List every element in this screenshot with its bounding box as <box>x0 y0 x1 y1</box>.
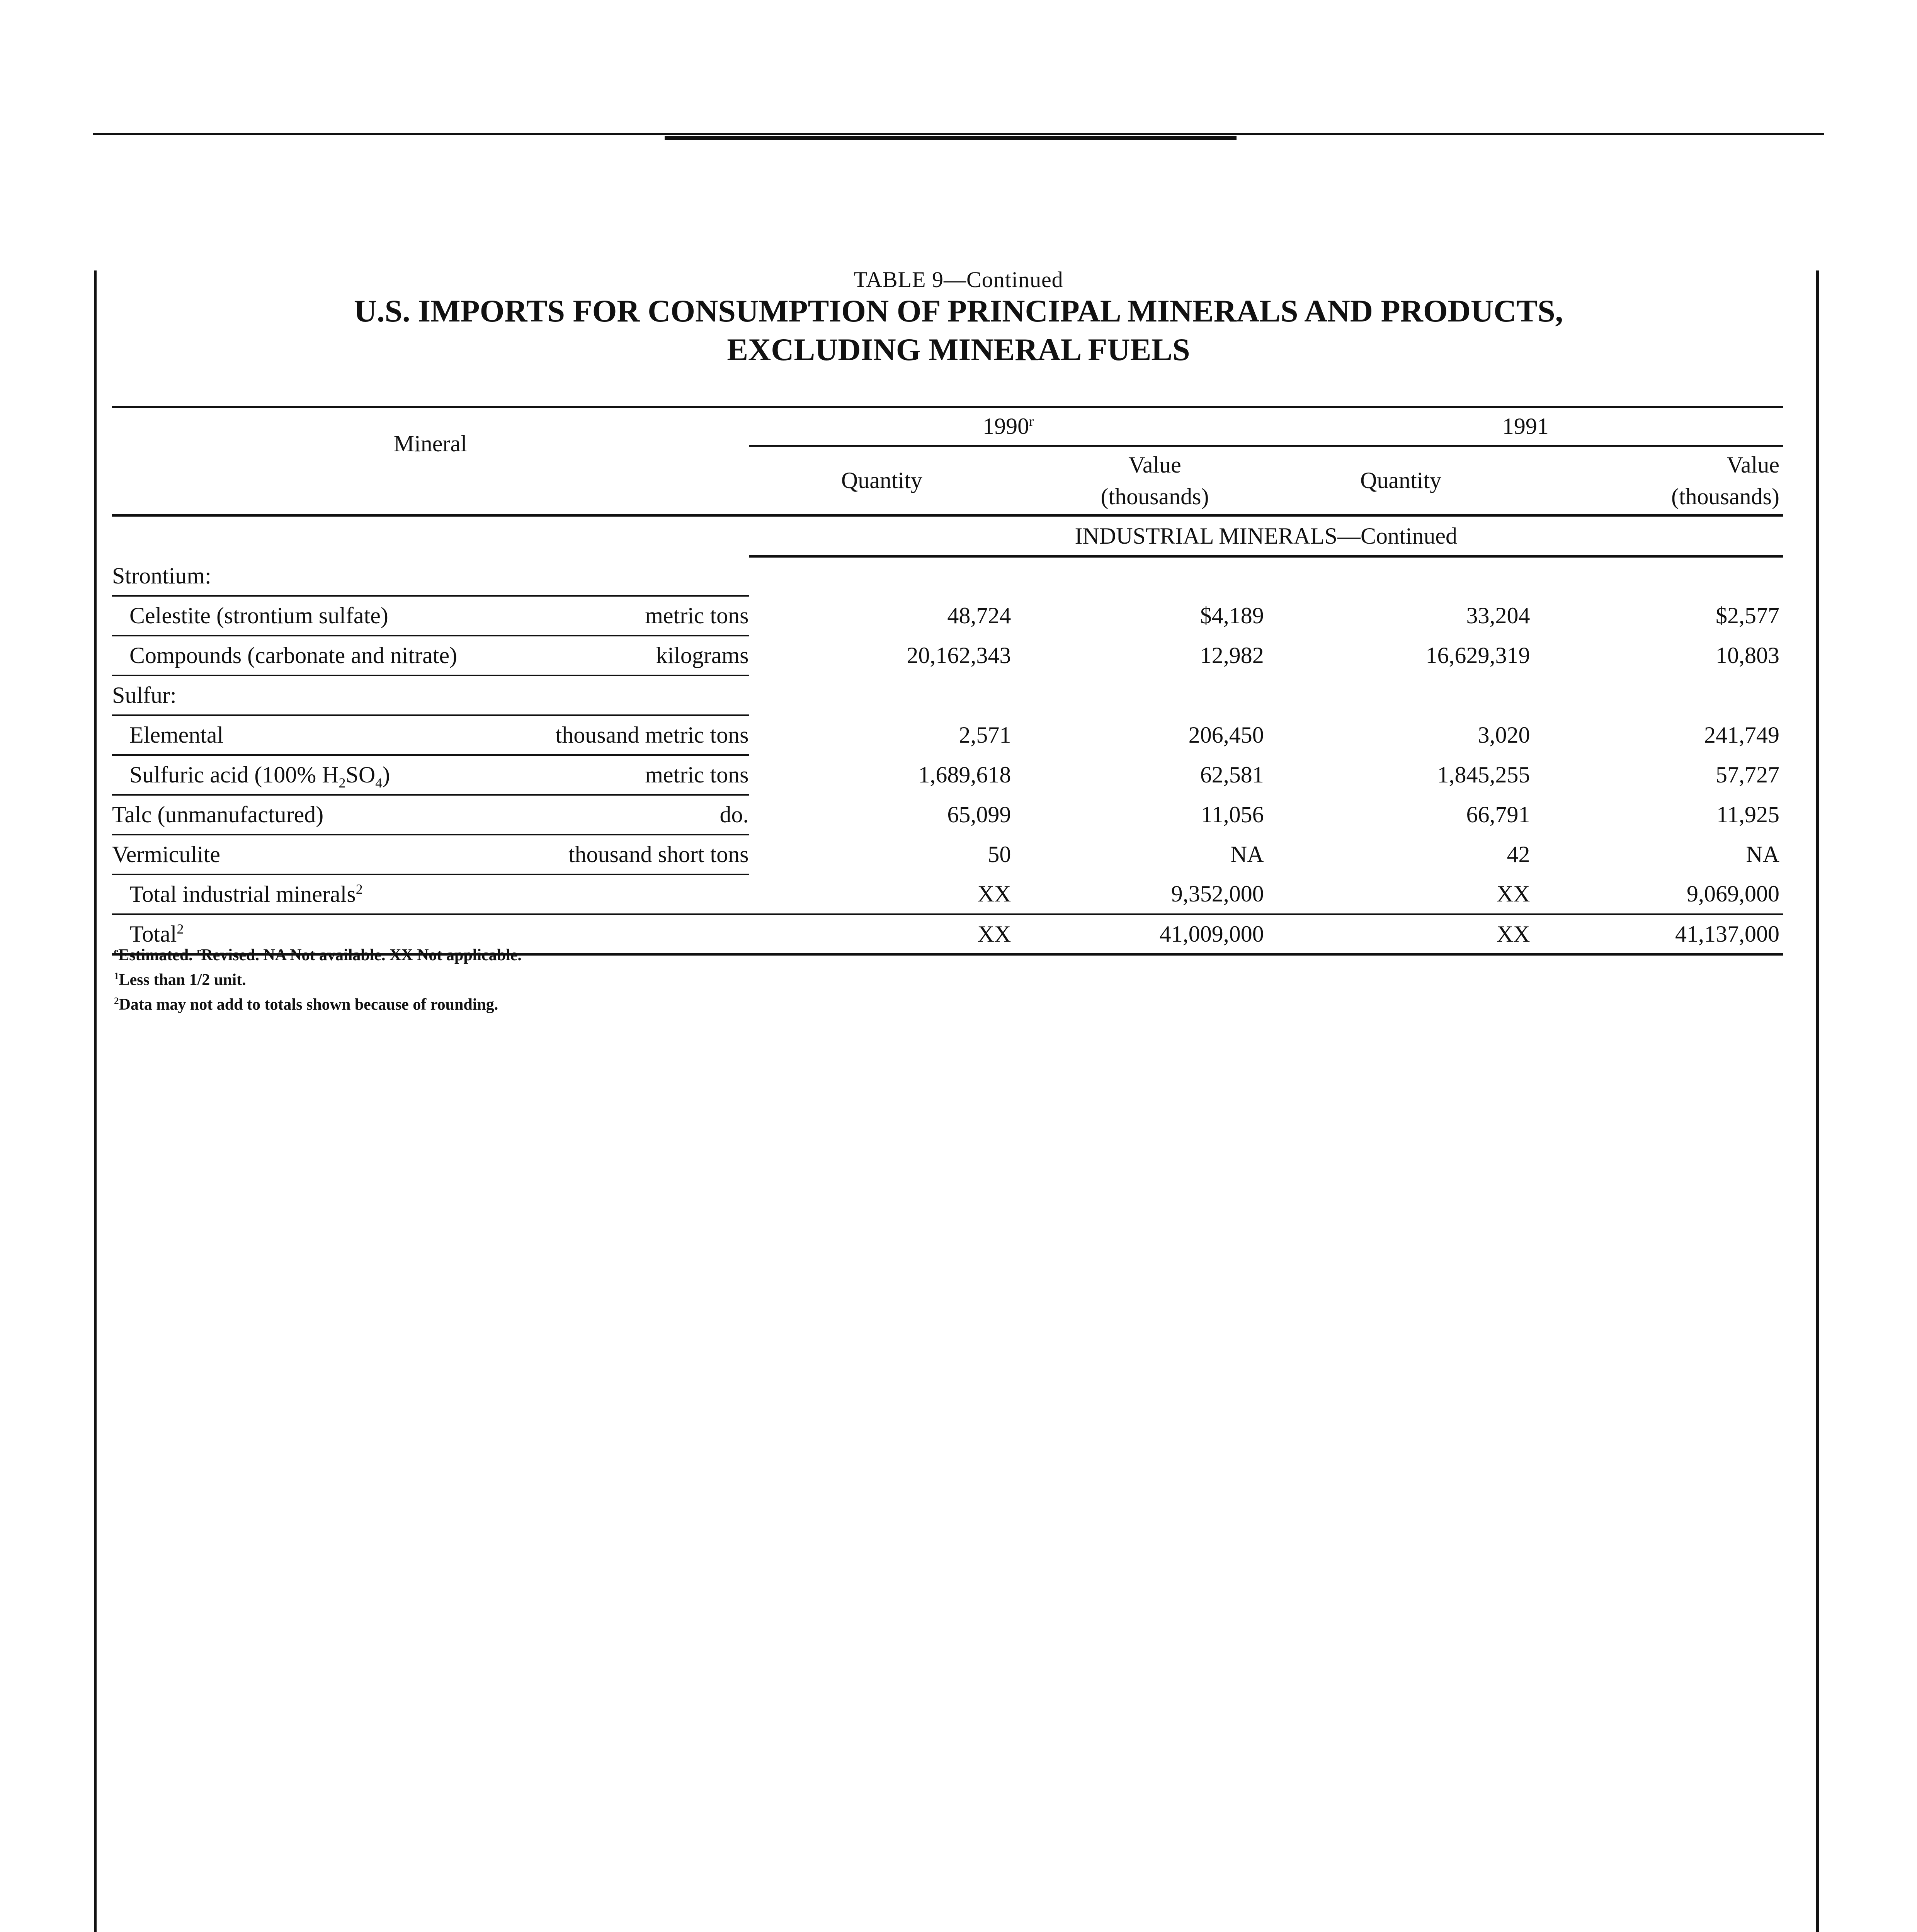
mineral-column-header: Mineral <box>112 446 749 516</box>
value-1990: 62,581 <box>1200 762 1264 787</box>
value-1991-header: Value (thousands) <box>1534 446 1783 516</box>
quantity-1991: 16,629,319 <box>1425 643 1530 668</box>
mineral-name: Total$^2$ <box>112 914 539 954</box>
column-header-row <box>112 446 1783 516</box>
quantity-1990: XX <box>749 914 1015 954</box>
quantity-1991: 42 <box>1507 842 1530 867</box>
right-margin-rule <box>1816 270 1819 1932</box>
mineral-name: Vermiculite <box>112 835 539 874</box>
unit: do. <box>539 795 748 835</box>
footnote-legend: $^e$Estimated. $^r$Revised. NA Not available. XX Not applicable. <box>114 946 522 964</box>
value-1990: 206,450 <box>1188 722 1264 748</box>
table-title-line-2: EXCLUDING MINERAL FUELS <box>727 332 1190 367</box>
section-header-row <box>112 515 1783 556</box>
table-title-line-1: U.S. IMPORTS FOR CONSUMPTION OF PRINCIPAL MINERALS AND PRODUCTS, <box>354 293 1563 328</box>
imports-table <box>112 406 1783 956</box>
value-1991: 57,727 <box>1716 762 1779 787</box>
mineral-name: Compounds (carbonate and nitrate) <box>112 636 539 675</box>
footnote-2: $^2$Data may not add to totals shown because of rounding. <box>114 996 498 1014</box>
year-header-row <box>112 408 1783 446</box>
mineral-name: Strontium: <box>112 563 211 588</box>
value-1991: 10,803 <box>1716 643 1779 668</box>
year-1990-header: 1990$^r$ <box>749 408 1268 446</box>
table-row <box>112 755 1783 795</box>
table-row <box>112 795 1783 835</box>
unit: metric tons <box>539 755 748 795</box>
value-1990: NA <box>1230 842 1264 867</box>
quantity-1990: 48,724 <box>947 603 1011 628</box>
year-1991-header: 1991 <box>1268 408 1783 446</box>
footnote-1: $^1$Less than 1/2 unit. <box>114 971 246 989</box>
mineral-name: Elemental <box>112 715 539 755</box>
table-title <box>0 292 1917 369</box>
value-1991: 9,069,000 <box>1534 874 1783 914</box>
value-1990: 41,009,000 <box>1015 914 1267 954</box>
unit: kilograms <box>539 636 748 675</box>
quantity-1991: XX <box>1268 874 1534 914</box>
quantity-1991: XX <box>1268 914 1534 954</box>
value-1991: 241,749 <box>1704 722 1779 748</box>
value-1990: 9,352,000 <box>1015 874 1267 914</box>
quantity-1990: 1,689,618 <box>918 762 1011 787</box>
footnotes <box>114 943 522 1017</box>
quantity-1990: 20,162,343 <box>907 643 1011 668</box>
mineral-name: Celestite (strontium sulfate) <box>112 596 539 636</box>
value-1991: $2,577 <box>1716 603 1779 628</box>
table-row <box>112 636 1783 675</box>
section-label: INDUSTRIAL MINERALS—Continued <box>749 515 1783 556</box>
quantity-1991: 33,204 <box>1466 603 1530 628</box>
table-row <box>112 715 1783 755</box>
table-row <box>112 835 1783 874</box>
quantity-1990-header: Quantity <box>749 446 1015 516</box>
top-rule <box>93 133 1824 135</box>
unit: thousand short tons <box>539 835 748 874</box>
mineral-name: Sulfur: <box>112 675 539 715</box>
value-1990: 11,056 <box>1201 802 1264 827</box>
mineral-name: Total industrial minerals$^2$ <box>112 874 539 914</box>
quantity-1990: 65,099 <box>947 802 1011 827</box>
table-row-subtotal <box>112 874 1783 914</box>
quantity-1991: 3,020 <box>1478 722 1530 748</box>
value-1990-header: Value (thousands) <box>1015 446 1267 516</box>
table-label: TABLE 9—Continued <box>854 267 1063 292</box>
mineral-name: Talc (unmanufactured) <box>112 795 539 835</box>
table-row <box>112 596 1783 636</box>
value-1991: NA <box>1746 842 1779 867</box>
value-1990: $4,189 <box>1200 603 1264 628</box>
quantity-1991-header: Quantity <box>1268 446 1534 516</box>
mineral-name: Sulfuric acid (100% $H_2SO_4$) <box>112 755 539 795</box>
table-row <box>112 556 1783 596</box>
value-1991: 41,137,000 <box>1534 914 1783 954</box>
left-margin-rule <box>94 270 97 1932</box>
value-1990: 12,982 <box>1200 643 1264 668</box>
quantity-1990: 2,571 <box>959 722 1011 748</box>
value-1991: 11,925 <box>1716 802 1779 827</box>
table-row <box>112 675 1783 715</box>
unit: thousand metric tons <box>539 715 748 755</box>
unit: metric tons <box>539 596 748 636</box>
quantity-1991: 1,845,255 <box>1437 762 1530 787</box>
quantity-1990: XX <box>749 874 1015 914</box>
top-rule-accent <box>665 136 1237 140</box>
quantity-1991: 66,791 <box>1466 802 1530 827</box>
quantity-1990: 50 <box>988 842 1011 867</box>
